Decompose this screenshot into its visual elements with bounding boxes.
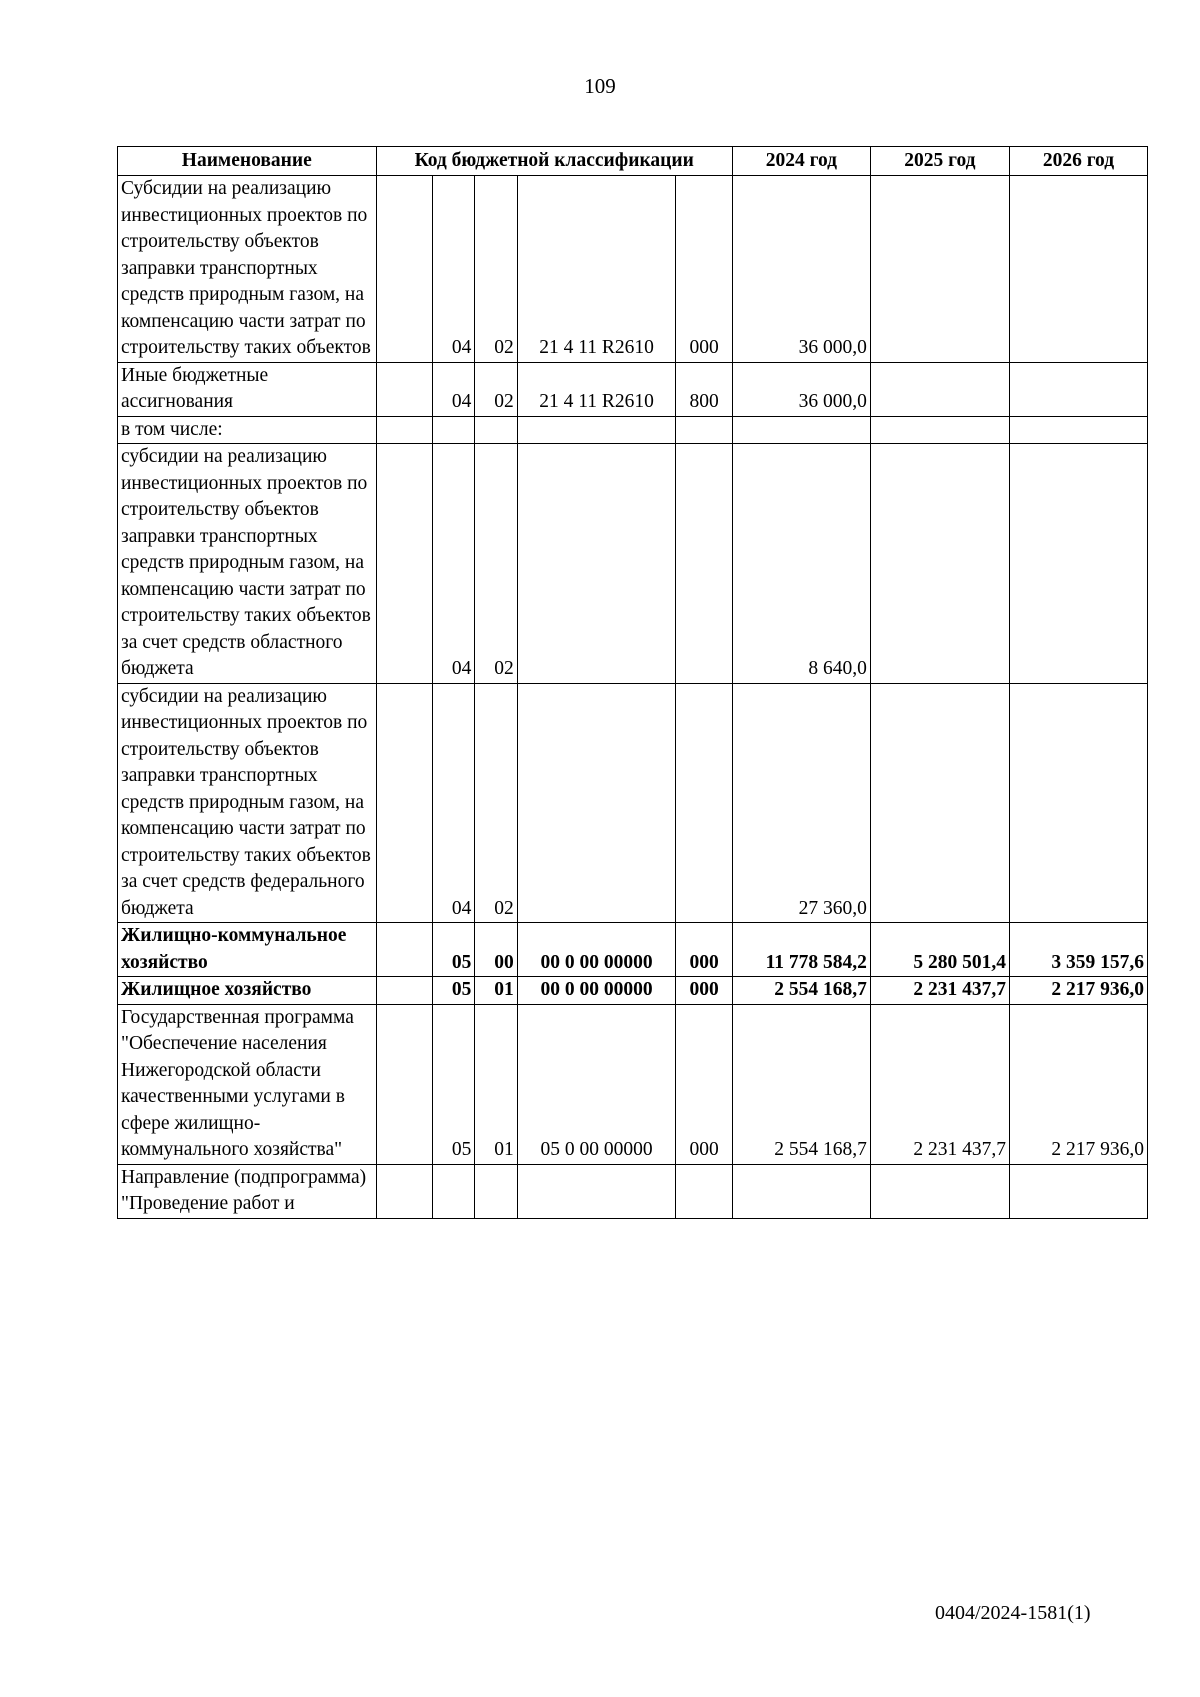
subsection-code: 01 <box>475 1004 517 1164</box>
value-2024: 8 640,0 <box>732 444 870 684</box>
table-row <box>118 416 1148 444</box>
value-2025: 5 280 501,4 <box>870 923 1009 977</box>
value-2026: 2 217 936,0 <box>1009 1004 1147 1164</box>
header-code: Код бюджетной классификации <box>376 147 732 176</box>
table-row <box>118 176 1148 363</box>
section-code: 05 <box>433 923 475 977</box>
value-2024 <box>732 1164 870 1218</box>
section-code: 04 <box>433 362 475 416</box>
budget-table <box>117 146 1148 1219</box>
target-code: 21 4 11 R2610 <box>517 176 676 363</box>
value-2025 <box>870 416 1009 444</box>
expense-type-code <box>676 1164 732 1218</box>
value-2026: 3 359 157,6 <box>1009 923 1147 977</box>
value-2024: 11 778 584,2 <box>732 923 870 977</box>
code-cell <box>376 1004 432 1164</box>
value-2026 <box>1009 1164 1147 1218</box>
target-code: 00 0 00 00000 <box>517 923 676 977</box>
row-name: Жилищное хозяйство <box>118 977 377 1005</box>
row-name: субсидии на реализацию инвестиционных проектов по строительству объектов заправки транспортных средств природным газом, на компенсацию части затрат по строительству таких объектов за счет средств федерального бюджета <box>118 683 377 923</box>
expense-type-code <box>676 416 732 444</box>
document-code: 0404/2024-1581(1) <box>935 1602 1091 1624</box>
subsection-code: 02 <box>475 444 517 684</box>
table-row <box>118 444 1148 684</box>
subsection-code: 02 <box>475 362 517 416</box>
value-2024 <box>732 416 870 444</box>
value-2025 <box>870 683 1009 923</box>
value-2024: 36 000,0 <box>732 176 870 363</box>
value-2025 <box>870 444 1009 684</box>
code-cell <box>376 923 432 977</box>
value-2026 <box>1009 416 1147 444</box>
section-code <box>433 416 475 444</box>
value-2025 <box>870 362 1009 416</box>
target-code: 05 0 00 00000 <box>517 1004 676 1164</box>
subsection-code: 02 <box>475 683 517 923</box>
row-name: в том числе: <box>118 416 377 444</box>
value-2024: 2 554 168,7 <box>732 1004 870 1164</box>
code-cell <box>376 362 432 416</box>
subsection-code: 02 <box>475 176 517 363</box>
target-code <box>517 1164 676 1218</box>
table-row <box>118 923 1148 977</box>
row-name: Иные бюджетные ассигнования <box>118 362 377 416</box>
code-cell <box>376 1164 432 1218</box>
value-2026 <box>1009 362 1147 416</box>
subsection-code: 01 <box>475 977 517 1005</box>
value-2025: 2 231 437,7 <box>870 1004 1009 1164</box>
header-2025: 2025 год <box>870 147 1009 176</box>
target-code: 00 0 00 00000 <box>517 977 676 1005</box>
target-code <box>517 683 676 923</box>
section-code <box>433 1164 475 1218</box>
target-code <box>517 416 676 444</box>
row-name: субсидии на реализацию инвестиционных проектов по строительству объектов заправки транспортных средств природным газом, на компенсацию части затрат по строительству таких объектов за счет средств областного бюджета <box>118 444 377 684</box>
value-2024: 36 000,0 <box>732 362 870 416</box>
value-2026 <box>1009 683 1147 923</box>
row-name: Государственная программа "Обеспечение населения Нижегородской области качественными услугами в сфере жилищно-коммунального хозяйства" <box>118 1004 377 1164</box>
section-code: 04 <box>433 444 475 684</box>
section-code: 04 <box>433 176 475 363</box>
subsection-code <box>475 1164 517 1218</box>
value-2026: 2 217 936,0 <box>1009 977 1147 1005</box>
section-code: 04 <box>433 683 475 923</box>
expense-type-code: 000 <box>676 176 732 363</box>
value-2025 <box>870 1164 1009 1218</box>
expense-type-code: 000 <box>676 923 732 977</box>
code-cell <box>376 176 432 363</box>
table-row <box>118 1164 1148 1218</box>
target-code: 21 4 11 R2610 <box>517 362 676 416</box>
value-2025 <box>870 176 1009 363</box>
table-row <box>118 362 1148 416</box>
table-row <box>118 683 1148 923</box>
expense-type-code <box>676 683 732 923</box>
value-2024: 27 360,0 <box>732 683 870 923</box>
expense-type-code: 800 <box>676 362 732 416</box>
table-row <box>118 1004 1148 1164</box>
section-code: 05 <box>433 977 475 1005</box>
expense-type-code: 000 <box>676 1004 732 1164</box>
value-2024: 2 554 168,7 <box>732 977 870 1005</box>
target-code <box>517 444 676 684</box>
value-2026 <box>1009 176 1147 363</box>
row-name: Жилищно-коммунальное хозяйство <box>118 923 377 977</box>
value-2025: 2 231 437,7 <box>870 977 1009 1005</box>
code-cell <box>376 977 432 1005</box>
value-2026 <box>1009 444 1147 684</box>
table-header-row <box>118 147 1148 176</box>
table-row <box>118 977 1148 1005</box>
code-cell <box>376 416 432 444</box>
header-name: Наименование <box>118 147 377 176</box>
expense-type-code: 000 <box>676 977 732 1005</box>
section-code: 05 <box>433 1004 475 1164</box>
expense-type-code <box>676 444 732 684</box>
row-name: Направление (подпрограмма) "Проведение работ и <box>118 1164 377 1218</box>
subsection-code <box>475 416 517 444</box>
header-2024: 2024 год <box>732 147 870 176</box>
subsection-code: 00 <box>475 923 517 977</box>
page-number: 109 <box>584 74 616 98</box>
header-2026: 2026 год <box>1009 147 1147 176</box>
row-name: Субсидии на реализацию инвестиционных проектов по строительству объектов заправки транспортных средств природным газом, на компенсацию части затрат по строительству таких объектов <box>118 176 377 363</box>
code-cell <box>376 444 432 684</box>
code-cell <box>376 683 432 923</box>
